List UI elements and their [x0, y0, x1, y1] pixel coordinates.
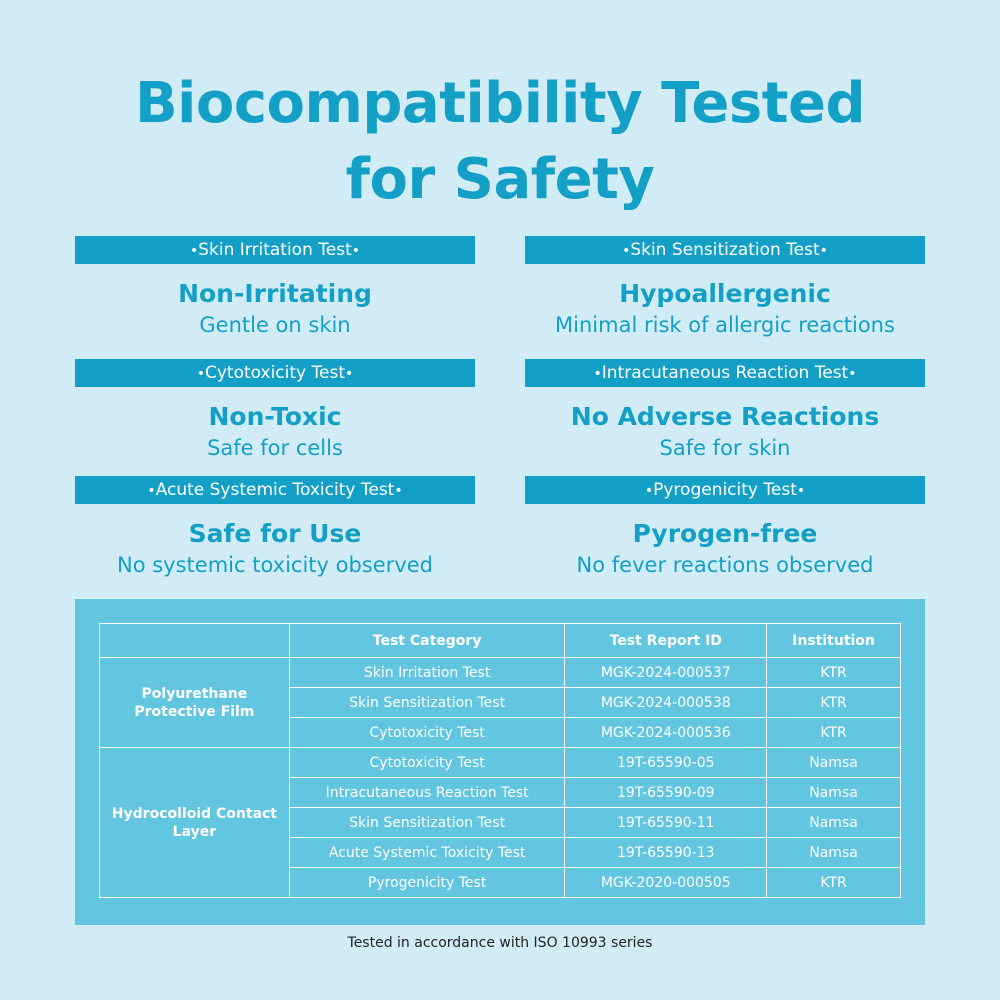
- institution-cell: Namsa: [767, 808, 901, 838]
- test-name: Intracutaneous Reaction Test: [601, 363, 849, 383]
- card-acute-systemic: [75, 476, 475, 580]
- test-result: Non-Toxic: [208, 402, 342, 431]
- report-id-cell: MGK-2024-000538: [565, 688, 767, 718]
- footer-note: Tested in accordance with ISO 10993 series: [347, 935, 653, 951]
- test-detail: No systemic toxicity observed: [117, 553, 433, 577]
- test-name-bar: •Acute Systemic Toxicity Test•: [75, 476, 475, 504]
- test-category-cell: Cytotoxicity Test: [289, 718, 565, 748]
- card-pyrogenicity: [525, 476, 925, 580]
- institution-cell: KTR: [767, 718, 901, 748]
- header-institution: Institution: [767, 624, 901, 658]
- test-category-cell: Skin Sensitization Test: [289, 808, 565, 838]
- report-id-cell: 19T-65590-11: [565, 808, 767, 838]
- header-report-id: Test Report ID: [565, 624, 767, 658]
- test-report-table: [99, 623, 901, 898]
- report-id-cell: MGK-2020-000505: [565, 868, 767, 898]
- test-name: Acute Systemic Toxicity Test: [155, 480, 395, 500]
- title-line-1: Biocompatibility Tested: [134, 71, 866, 136]
- title-line-2: for Safety: [345, 147, 655, 212]
- institution-cell: KTR: [767, 688, 901, 718]
- test-result: Non-Irritating: [178, 279, 372, 308]
- table-row: [100, 658, 901, 688]
- test-name-bar: •Skin Sensitization Test•: [525, 236, 925, 264]
- card-skin-sensitization: [525, 236, 925, 340]
- test-name: Cytotoxicity Test: [204, 363, 345, 383]
- table-header-row: [100, 624, 901, 658]
- test-result: Pyrogen-free: [632, 519, 818, 548]
- test-detail: Minimal risk of allergic reactions: [555, 313, 895, 337]
- test-category-cell: Intracutaneous Reaction Test: [289, 778, 565, 808]
- test-category-cell: Skin Irritation Test: [289, 658, 565, 688]
- institution-cell: Namsa: [767, 778, 901, 808]
- test-result: Hypoallergenic: [619, 279, 831, 308]
- test-category-cell: Skin Sensitization Test: [289, 688, 565, 718]
- test-detail: No fever reactions observed: [576, 553, 874, 577]
- header-test-category: Test Category: [289, 624, 565, 658]
- test-name-bar: •Intracutaneous Reaction Test•: [525, 359, 925, 387]
- report-id-cell: 19T-65590-09: [565, 778, 767, 808]
- institution-cell: Namsa: [767, 838, 901, 868]
- institution-cell: Namsa: [767, 748, 901, 778]
- header-material: [100, 624, 290, 658]
- test-result: No Adverse Reactions: [570, 402, 880, 431]
- test-name-bar: •Cytotoxicity Test•: [75, 359, 475, 387]
- test-category-cell: Pyrogenicity Test: [289, 868, 565, 898]
- material-cell: Hydrocolloid Contact Layer: [100, 748, 290, 898]
- card-skin-irritation: [75, 236, 475, 340]
- test-category-cell: Cytotoxicity Test: [289, 748, 565, 778]
- test-detail: Gentle on skin: [199, 313, 351, 337]
- table-row: [100, 748, 901, 778]
- page-title: [0, 66, 1000, 218]
- test-detail: Safe for skin: [659, 436, 791, 460]
- test-name-bar: •Skin Irritation Test•: [75, 236, 475, 264]
- test-name: Skin Irritation Test: [198, 240, 352, 260]
- report-id-cell: MGK-2024-000537: [565, 658, 767, 688]
- test-name: Skin Sensitization Test: [630, 240, 820, 260]
- test-report-panel: [75, 599, 925, 925]
- institution-cell: KTR: [767, 658, 901, 688]
- test-category-cell: Acute Systemic Toxicity Test: [289, 838, 565, 868]
- report-id-cell: 19T-65590-05: [565, 748, 767, 778]
- institution-cell: KTR: [767, 868, 901, 898]
- test-name-bar: •Pyrogenicity Test•: [525, 476, 925, 504]
- report-id-cell: 19T-65590-13: [565, 838, 767, 868]
- card-cytotoxicity: [75, 359, 475, 463]
- test-detail: Safe for cells: [207, 436, 343, 460]
- material-cell: Polyurethane Protective Film: [100, 658, 290, 748]
- report-id-cell: MGK-2024-000536: [565, 718, 767, 748]
- card-intracutaneous: [525, 359, 925, 463]
- test-name: Pyrogenicity Test: [653, 480, 797, 500]
- test-result: Safe for Use: [188, 519, 362, 548]
